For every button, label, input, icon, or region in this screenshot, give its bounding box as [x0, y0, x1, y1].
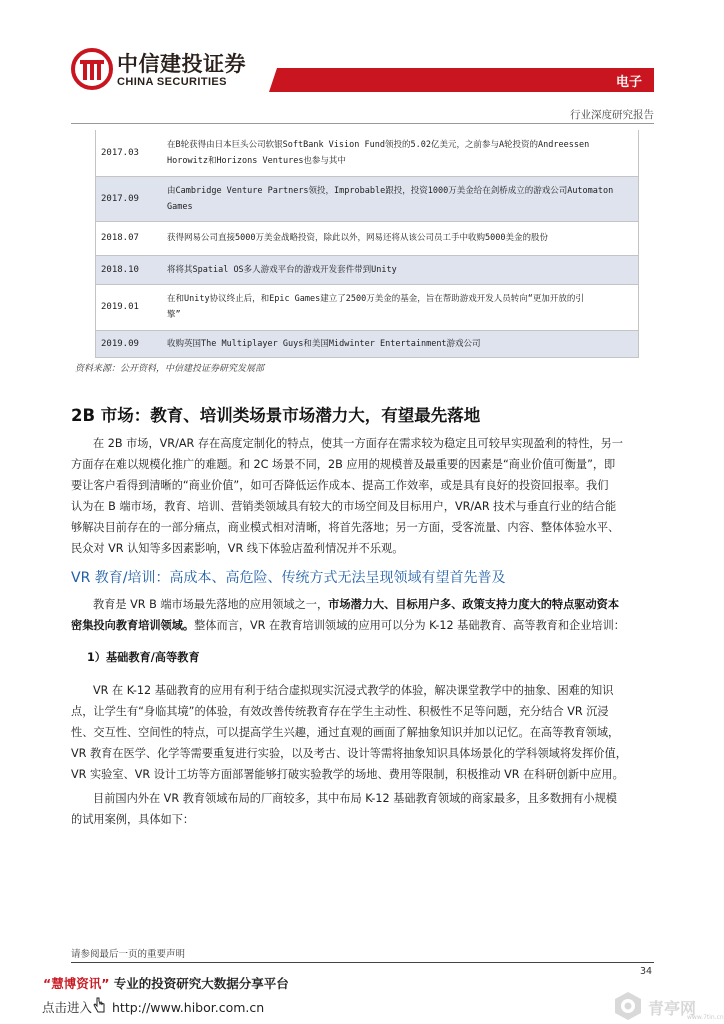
hibor-tagline [43, 974, 289, 992]
row-event-line: Games [167, 201, 193, 212]
section-heading-vr-education: VR 教育/培训：高成本、高危险、传统方式无法呈现领域有望首先普及 [71, 570, 506, 586]
section-2b-paragraph [71, 433, 654, 559]
row-event [161, 255, 639, 284]
row-date: 2019.01 [95, 284, 161, 330]
header-bar-cap [269, 68, 277, 92]
logo-chinese-name: 中信建投证券 [117, 51, 246, 76]
citic-emblem-icon [71, 48, 113, 90]
row-date: 2018.07 [95, 221, 161, 255]
row-event-line: 由Cambridge Venture Partners领投，Improbable跟投，投资1000万美金给在剑桥成立的游戏公司Automaton [167, 185, 614, 196]
table-row [95, 284, 639, 330]
paragraph-line [71, 594, 654, 615]
watermark-logo-icon [612, 990, 644, 1022]
paragraph-line: 的试用案例，具体如下： [71, 813, 195, 826]
watermark-text: 青亭网 [648, 999, 697, 1018]
watermark [612, 990, 722, 1022]
paragraph-line: 认为在 B 端市场，教育、培训、营销类领域具有较大的市场空间及目标用户，VR/AR 技术与垂直行业的结合能 [71, 500, 617, 513]
paragraph-line: 够解决目前存在的一部分痛点，商业模式相对清晰，将首先落地；另一方面，受客流量、内容、整体体验水平、 [71, 521, 620, 534]
table-row [95, 176, 639, 221]
sector-label: 电子 [615, 75, 642, 90]
company-logo [71, 46, 246, 96]
footer-divider [71, 962, 654, 963]
table-row [95, 221, 639, 255]
row-event-line: 在和Unity协议终止后，和Epic Games建立了2500万美金的基金，旨在帮助游戏开发人员转向“更加开放的引 [167, 294, 584, 304]
row-date: 2019.09 [95, 330, 161, 357]
hibor-brand: 慧博资讯 [51, 976, 102, 991]
logo-english-name: CHINA SECURITIES [117, 76, 227, 88]
watermark-url: www.7tin.cn [687, 1014, 724, 1021]
hibor-slogan: 专业的投资研究大数据分享平台 [109, 976, 289, 991]
intro-text-cont: 整体而言，VR 在教育培训领域的应用可以分为 K-12 基础教育、高等教育和企业培训： [194, 619, 625, 632]
table-row [95, 255, 639, 284]
row-event-line: 获得网易公司直接5000万美金战略投资，除此以外，网易还将从该公司员工手中收购5000美金的股份 [167, 233, 548, 243]
paragraph-line: VR 在 K-12 基础教育的应用有利于结合虚拟现实沉浸式教学的体验，解决课堂教学中的抽象、困难的知识 [93, 684, 614, 697]
paragraph-line: 目前国内外在 VR 教育领域布局的厂商较多，其中布局 K-12 基础教育领域的商家最多，且多数拥有小规模 [93, 792, 617, 805]
row-event-line: 收购英国The Multiplayer Guys和美国Midwinter Entertainment游戏公司 [167, 338, 481, 349]
row-event-line: 擎” [167, 310, 181, 320]
row-event [161, 130, 639, 176]
page-number: 34 [640, 966, 653, 977]
paragraph-line: 民众对 VR 认知等多因素影响，VR 线下体验店盈利情况并不乐观。 [71, 542, 404, 555]
row-event [161, 176, 639, 221]
basic-education-paragraph [71, 680, 654, 785]
hibor-quote-open: “ [43, 976, 52, 991]
header-divider [71, 123, 654, 124]
intro-highlight: 市场潜力大、目标用户多、政策支持力度大的特点驱动资本 [328, 598, 620, 611]
investment-timeline-table [95, 130, 639, 358]
vendor-overview-paragraph [71, 788, 654, 830]
header-bar [277, 68, 654, 92]
paragraph-line: 方面存在难以规模化推广的难题。和 2C 场景不同，2B 应用的规模普及最重要的因素是“商业价值可衡量”，即 [71, 458, 616, 471]
vr-education-intro [71, 594, 654, 636]
paragraph-line: 性、交互性、空间性的特点，可以提高学生兴趣，通过直观的画面了解抽象知识并加以记忆。在高等教育领域， [71, 726, 620, 739]
disclaimer-note: 请参阅最后一页的重要声明 [71, 949, 186, 960]
subsection-heading-basic-higher-education: 1）基础教育/高等教育 [87, 651, 200, 664]
intro-highlight-cont: 密集投向教育培训领域。 [71, 619, 195, 632]
row-event-line: Horowitz和Horizons Ventures也参与其中 [167, 155, 346, 166]
hibor-link-prefix: 点击进入 [42, 1000, 93, 1015]
hibor-link[interactable] [42, 998, 264, 1016]
row-event-line: 在B轮获得由日本巨头公司软银SoftBank Vision Fund领投的5.02亿美元，之前参与A轮投资的Andreessen [167, 139, 590, 150]
table-row [95, 330, 639, 357]
hibor-link-url[interactable]: http://www.hibor.com.cn [108, 1000, 265, 1015]
table-row [95, 130, 639, 176]
hibor-quote-close: ” [101, 976, 110, 991]
row-date: 2018.10 [95, 255, 161, 284]
row-event-line: 将将其Spatial OS多人游戏平台的游戏开发套件带到Unity [167, 264, 397, 275]
section-heading-2b-market: 2B 市场：教育、培训类场景市场潜力大，有望最先落地 [71, 406, 481, 425]
paragraph-line: VR 教育在医学、化学等需要重复进行实验，以及考古、设计等需将抽象知识具体场景化的学科领域将发挥价值， [71, 747, 627, 760]
paragraph-line: 在 2B 市场，VR/AR 存在高度定制化的特点，使其一方面存在需求较为稳定且可较早实现盈利的特性，另一 [93, 437, 623, 450]
intro-text: 教育是 VR B 端市场最先落地的应用领域之一， [93, 598, 329, 611]
paragraph-line: 要让客户看得到清晰的“商业价值”，如可否降低运作成本、提高工作效率，或是具有良好的投资回报率。我们 [71, 479, 609, 492]
row-event [161, 284, 639, 330]
row-event [161, 221, 639, 255]
report-type: 行业深度研究报告 [570, 109, 654, 121]
hand-cursor-icon [92, 996, 106, 1014]
paragraph-line: 点，让学生有“身临其境”的体验，有效改善传统教育存在学生主动性、积极性不足等问题，充分结合 VR 沉浸 [71, 705, 609, 718]
row-event [161, 330, 639, 357]
paragraph-line [71, 615, 654, 636]
paragraph-line: VR 实验室、VR 设计工坊等方面部署能够打破实验教学的场地、费用等限制，积极推动 VR 在科研创新中应用。 [71, 768, 624, 781]
row-date: 2017.09 [95, 176, 161, 221]
row-date: 2017.03 [95, 130, 161, 176]
table-source: 资料来源：公开资料，中信建投证券研究发展部 [75, 364, 265, 374]
